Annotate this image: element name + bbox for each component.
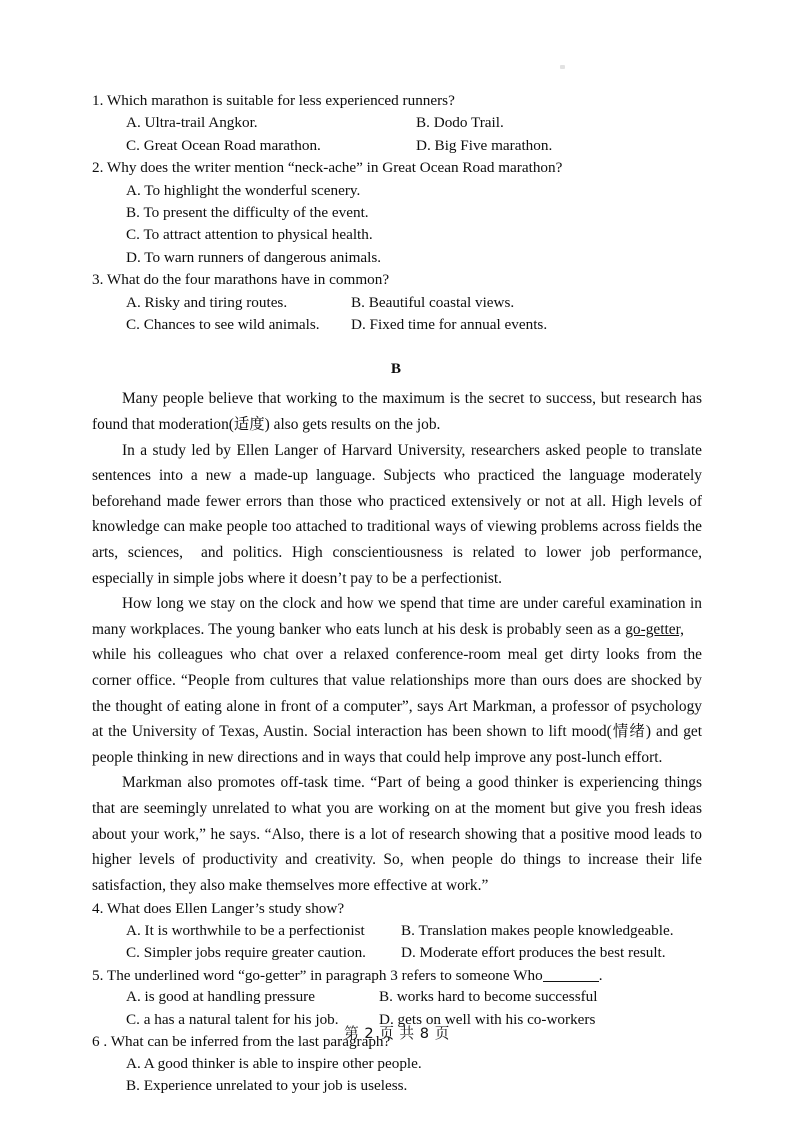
question-1-option-a[interactable]: A. Ultra-trail Angkor.: [126, 114, 258, 132]
question-5-option-c[interactable]: C. a has a natural talent for his job.: [126, 1010, 339, 1028]
question-2-option-b[interactable]: B. To present the difficulty of the event.: [126, 204, 369, 222]
underlined-term-go-getter: go-getter,: [625, 620, 684, 638]
question-4-option-b[interactable]: B. Translation makes people knowledgeable.: [401, 921, 674, 939]
question-3-option-b[interactable]: B. Beautiful coastal views.: [351, 293, 515, 311]
passage-paragraph-2-part-2: and politics. High conscientiousness is related to lower job performance, especially in simple jobs where it doesn’t pay to be a perfectionist.: [92, 544, 703, 587]
question-4-option-d[interactable]: D. Moderate effort produces the best result.: [401, 944, 666, 962]
question-block-4: [92, 898, 702, 964]
question-3-stem: 3. What do the four marathons have in common?: [92, 271, 390, 289]
question-6-option-a[interactable]: A. A good thinker is able to inspire other people.: [126, 1054, 422, 1072]
question-5-options-row-ab: [92, 986, 702, 1008]
passage-paragraph-3-part-1: How long we stay on the clock and how we spend that time are under careful examination in many workplaces. The young banker who eats lunch at his desk is probably seen as a: [92, 595, 702, 638]
passage-paragraph-3: [92, 591, 702, 770]
passage-paragraph-3-part-2: while his colleagues who chat over a relaxed conference-room meal get dirty looks from the corner office. “People from cultures that value relationships more than ours does are shocked by the thought of eating alone in front of a computer”, says Art Markman, a professor of psychology at the University of Texas, Austin. Social interaction has been shown to lift mood(情绪) and get people thinking in new directions and in ways that could help improve any post-lunch effort.: [92, 646, 702, 766]
question-6-option-b[interactable]: B. Experience unrelated to your job is useless.: [126, 1077, 408, 1095]
question-4-options-row-ab: [92, 920, 702, 942]
question-3-option-d[interactable]: D. Fixed time for annual events.: [351, 316, 548, 334]
question-6-stem: 6 . What can be inferred from the last paragraph?: [92, 1033, 391, 1051]
question-1-option-c[interactable]: C. Great Ocean Road marathon.: [126, 136, 321, 154]
question-4-stem: 4. What does Ellen Langer’s study show?: [92, 900, 345, 918]
page-content: [92, 90, 702, 1098]
question-5-stem-tail: .: [598, 966, 603, 984]
question-5-stem: [92, 965, 702, 987]
question-block-2: [92, 157, 702, 269]
question-1-options-row-cd: [92, 135, 702, 157]
question-block-1: [92, 90, 702, 157]
question-4-option-a[interactable]: A. It is worthwhile to be a perfectionist: [126, 921, 365, 939]
question-3-options-row-cd: [92, 314, 702, 336]
page-footer: 第 2 页 共 8 页: [344, 1025, 450, 1042]
question-5-option-d[interactable]: D. gets on well with his co-workers: [379, 1010, 596, 1028]
question-2-option-d[interactable]: D. To warn runners of dangerous animals.: [126, 248, 382, 266]
answer-blank[interactable]: [543, 981, 599, 982]
question-1-options-row-ab: [92, 112, 702, 134]
passage-paragraph-2-part-1: In a study led by Ellen Langer of Harvard University, researchers asked people to translate sentences into a new a made-up language. Subjects who practiced the language moderately beforehand made fewer errors than those who practiced extensively or not at all. High levels of knowledge can make people too attached to traditional ways of viewing problems across fields the arts, sciences,: [92, 441, 702, 562]
question-5-option-a[interactable]: A. is good at handling pressure: [126, 988, 315, 1006]
question-3-options-row-ab: [92, 292, 702, 314]
passage-paragraph-2: [92, 438, 702, 592]
question-3-option-a[interactable]: A. Risky and tiring routes.: [126, 293, 288, 311]
passage-paragraph-1: Many people believe that working to the maximum is the secret to success, but research has found that moderation(适度) also gets results on the job.: [92, 390, 702, 434]
question-2-option-c[interactable]: C. To attract attention to physical health.: [126, 226, 373, 244]
scan-artifact-speck: [560, 65, 565, 69]
question-4-option-c[interactable]: C. Simpler jobs require greater caution.: [126, 944, 366, 962]
question-block-3: [92, 269, 702, 336]
question-3-option-c[interactable]: C. Chances to see wild animals.: [126, 316, 320, 334]
question-2-stem: 2. Why does the writer mention “neck-ache” in Great Ocean Road marathon?: [92, 159, 563, 177]
question-4-options-row-cd: [92, 942, 702, 964]
question-5-stem-text: 5. The underlined word “go-getter” in paragraph 3 refers to someone Who: [92, 966, 543, 984]
question-1-option-b[interactable]: B. Dodo Trail.: [416, 114, 504, 132]
question-1-option-d[interactable]: D. Big Five marathon.: [416, 136, 553, 154]
passage-paragraph-4: Markman also promotes off-task time. “Part of being a good thinker is experiencing things that are seemingly unrelated to what you are working on at the moment but give you fresh ideas about your work,” he says. “Also, there is a lot of research showing that a positive mood leads to higher levels of productivity and creativity. So, when people do things to increase their life satisfaction, they also make themselves more effective at work.”: [92, 774, 702, 894]
question-2-option-a[interactable]: A. To highlight the wonderful scenery.: [126, 181, 361, 199]
question-1-stem: 1. Which marathon is suitable for less experienced runners?: [92, 92, 455, 109]
question-5-option-b[interactable]: B. works hard to become successful: [379, 988, 598, 1006]
section-b-heading: B: [390, 360, 402, 378]
